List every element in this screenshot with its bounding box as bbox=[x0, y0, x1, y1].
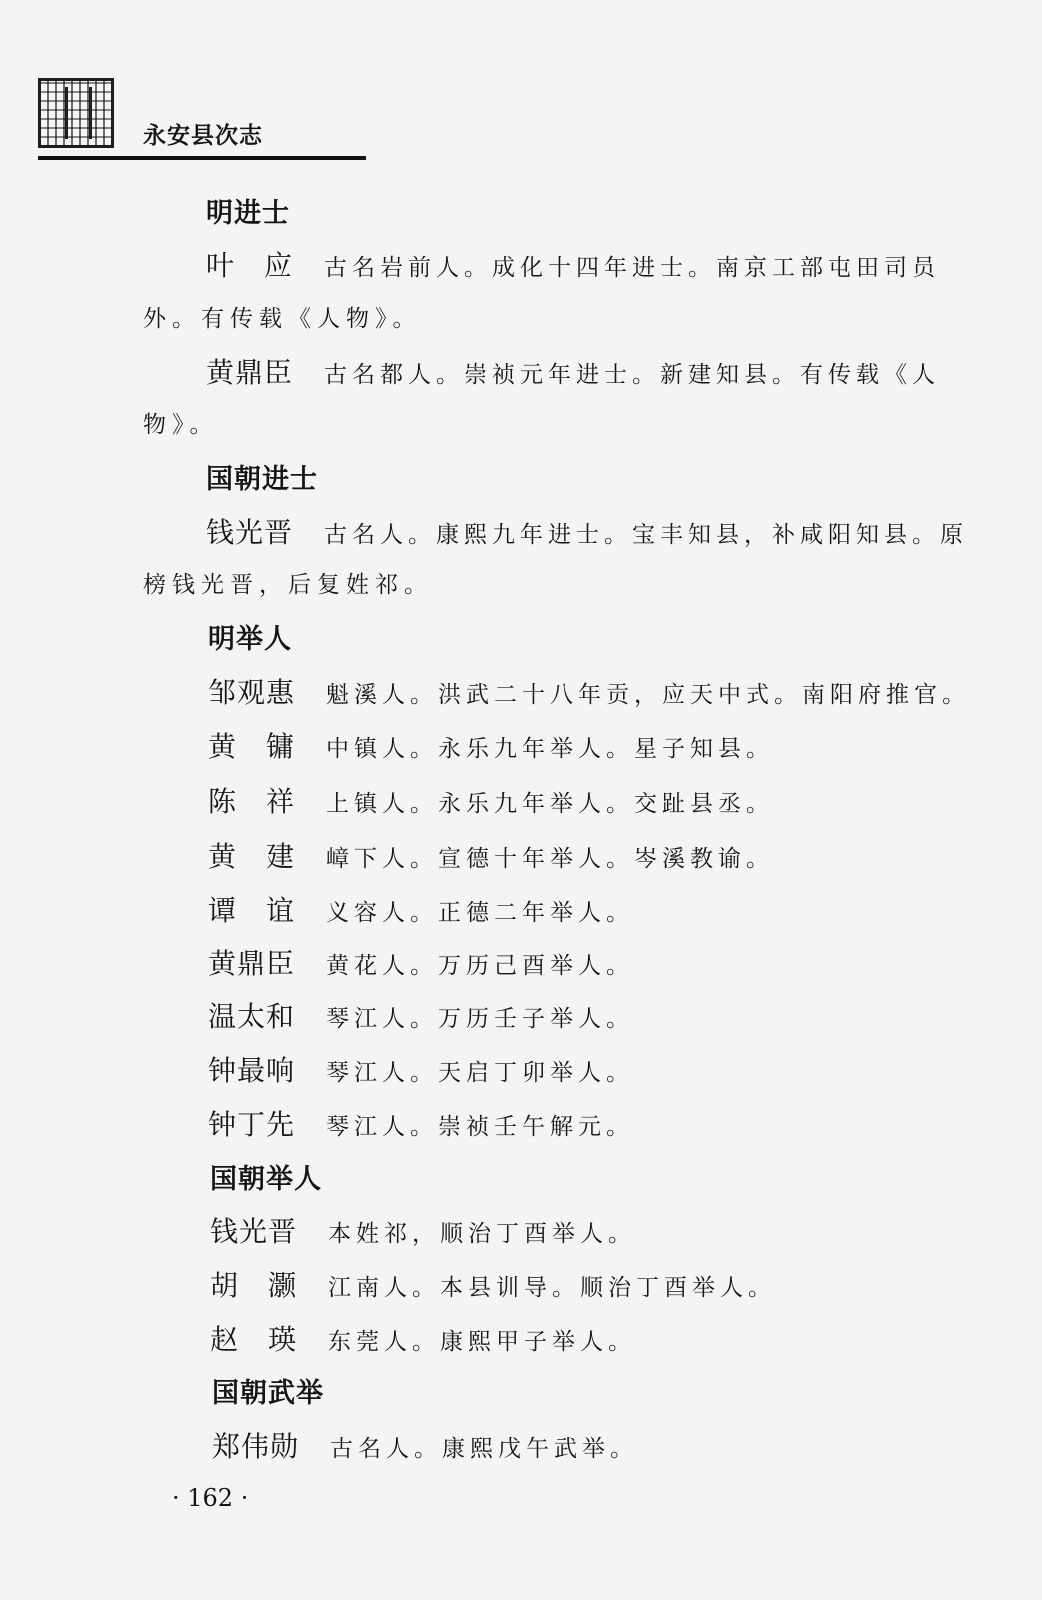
entry-text: 魁溪人。洪武二十八年贡，应天中式。南阳府推官。 bbox=[326, 682, 970, 708]
section-heading-guochao-jinshi: 国朝进士 bbox=[206, 464, 318, 495]
entry-text: 古名都人。崇祯元年进士。新建知县。有传载《人 bbox=[324, 362, 940, 388]
entry-zheng-weixun bbox=[212, 1425, 638, 1465]
section-heading-ming-juren: 明举人 bbox=[208, 624, 292, 655]
entry-text: 古名人。康熙戊午武举。 bbox=[330, 1436, 638, 1462]
entry-text: 嶂下人。宣德十年举人。岑溪教谕。 bbox=[326, 846, 774, 872]
entry-qian-guangjin-jinshi bbox=[206, 511, 968, 551]
entry-name: 邹观惠 bbox=[208, 676, 296, 709]
entry-text: 义容人。正德二年举人。 bbox=[326, 900, 634, 926]
entry-name: 胡 灏 bbox=[210, 1269, 298, 1302]
entry-zou-guanhui bbox=[208, 671, 970, 711]
section-heading-guochao-wuju: 国朝武举 bbox=[212, 1378, 324, 1409]
entry-name: 黄 建 bbox=[208, 840, 296, 873]
entry-text: 古名岩前人。成化十四年进士。南京工部屯田司员 bbox=[324, 255, 940, 281]
section-heading-ming-jinshi: 明进士 bbox=[206, 198, 290, 229]
header-title: 永安县次志 bbox=[143, 123, 263, 149]
entry-text: 江南人。本县训导。顺治丁酉举人。 bbox=[328, 1275, 776, 1301]
entry-huang-dingchen-juren bbox=[208, 942, 634, 982]
page-number: · 162 · bbox=[172, 1484, 249, 1512]
entry-tan-yi bbox=[208, 889, 634, 929]
entry-hu-hao bbox=[210, 1264, 776, 1304]
entry-text: 古名人。康熙九年进士。宝丰知县，补咸阳知县。原 bbox=[324, 522, 968, 548]
entry-name: 陈 祥 bbox=[208, 785, 296, 818]
entry-qian-guangjin-juren bbox=[210, 1210, 636, 1250]
entry-name: 黄 镛 bbox=[208, 730, 296, 763]
entry-text: 本姓祁，顺治丁酉举人。 bbox=[328, 1221, 636, 1247]
header-rule bbox=[38, 156, 366, 160]
entry-name: 赵 瑛 bbox=[210, 1323, 298, 1356]
entry-name: 叶 应 bbox=[206, 249, 294, 282]
entry-name: 黄鼎臣 bbox=[206, 356, 294, 389]
entry-huang-yong bbox=[208, 725, 774, 765]
entry-chen-xiang bbox=[208, 780, 774, 820]
entry-text: 琴江人。万历壬子举人。 bbox=[326, 1006, 634, 1032]
entry-text: 黄花人。万历己酉举人。 bbox=[326, 953, 634, 979]
entry-wen-taihe bbox=[208, 995, 634, 1035]
entry-name: 钟最响 bbox=[208, 1054, 296, 1087]
entry-name: 温太和 bbox=[208, 1000, 296, 1033]
entry-text: 中镇人。永乐九年举人。星子知县。 bbox=[326, 736, 774, 762]
entry-zhong-dingxian bbox=[208, 1103, 634, 1143]
entry-text-continuation: 物》。 bbox=[143, 412, 219, 438]
entry-text: 东莞人。康熙甲子举人。 bbox=[328, 1329, 636, 1355]
entry-text-continuation: 榜钱光晋，后复姓祁。 bbox=[143, 572, 433, 598]
entry-name: 钟丁先 bbox=[208, 1108, 296, 1141]
entry-name: 钱光晋 bbox=[210, 1215, 298, 1248]
section-heading-guochao-juren: 国朝举人 bbox=[210, 1164, 322, 1195]
entry-ye-ying bbox=[206, 244, 940, 284]
entry-huang-jian bbox=[208, 835, 774, 875]
entry-text-continuation: 外。有传载《人物》。 bbox=[143, 306, 422, 332]
entry-name: 郑伟勋 bbox=[212, 1430, 300, 1463]
entry-name: 黄鼎臣 bbox=[208, 947, 296, 980]
entry-text: 琴江人。崇祯壬午解元。 bbox=[326, 1114, 634, 1140]
entry-text: 琴江人。天启丁卯举人。 bbox=[326, 1060, 634, 1086]
entry-name: 钱光晋 bbox=[206, 516, 294, 549]
header-seal bbox=[38, 78, 114, 148]
entry-zhong-zuixiang bbox=[208, 1049, 634, 1089]
entry-text: 上镇人。永乐九年举人。交趾县丞。 bbox=[326, 791, 774, 817]
entry-name: 谭 谊 bbox=[208, 894, 296, 927]
entry-huang-dingchen-jinshi bbox=[206, 351, 940, 391]
entry-zhao-ying bbox=[210, 1318, 636, 1358]
